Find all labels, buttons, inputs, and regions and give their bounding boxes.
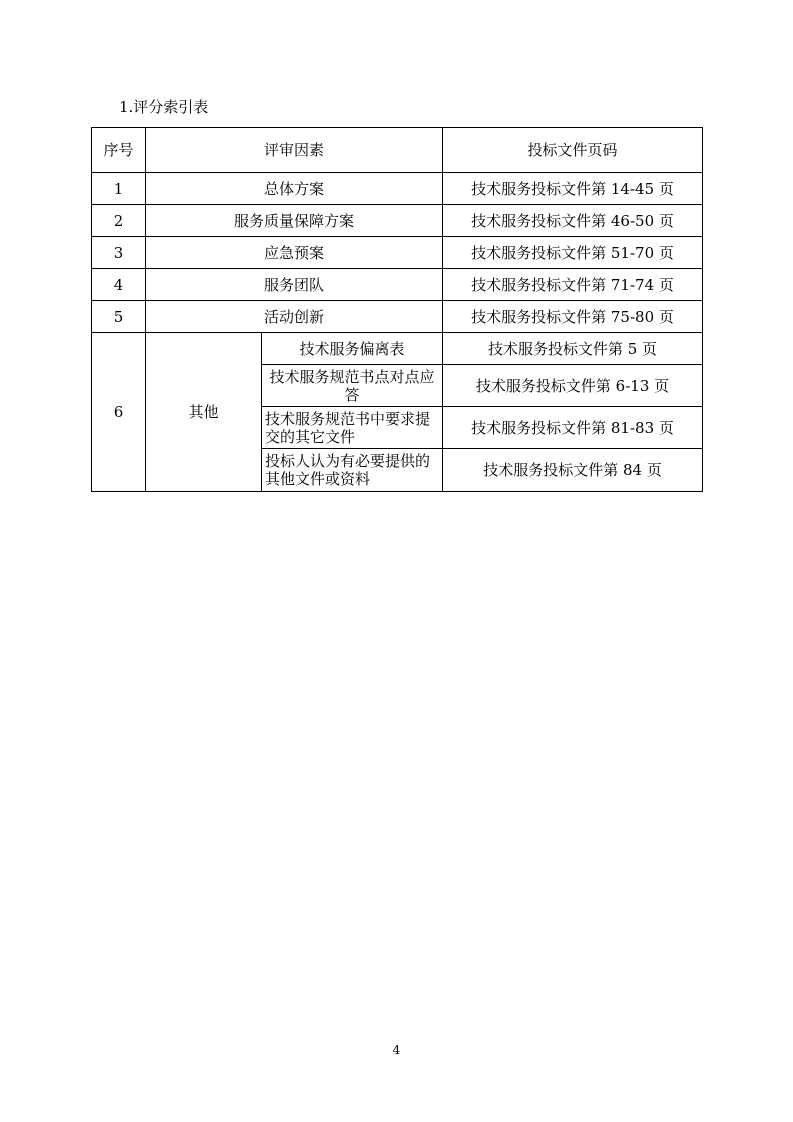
row-factor: 总体方案: [146, 173, 443, 205]
row-factor: 服务质量保障方案: [146, 205, 443, 237]
sub-factor: [262, 365, 443, 407]
sub-page: 技术服务投标文件第 84 页: [443, 449, 703, 492]
group-factor: 其他: [146, 333, 262, 492]
group-seq: 6: [92, 333, 146, 492]
row-factor: 活动创新: [146, 301, 443, 333]
score-index-table: [91, 127, 703, 492]
sub-factor-text: 技术服务规范书中要求提交的其它文件: [265, 409, 431, 446]
header-factor: 评审因素: [146, 128, 443, 173]
table-row: [92, 237, 703, 269]
page-number: 4: [392, 1043, 401, 1057]
row-factor: 应急预案: [146, 237, 443, 269]
row-seq: 3: [92, 237, 146, 269]
table-row: [92, 269, 703, 301]
table-header-row: [92, 128, 703, 173]
sub-factor-text: 技术服务规范书点对点应答: [269, 367, 435, 404]
sub-factor-text: 技术服务偏离表: [299, 339, 405, 358]
table-row: [92, 205, 703, 237]
row-seq: 2: [92, 205, 146, 237]
table-row: [92, 333, 703, 365]
row-page: 技术服务投标文件第 71-74 页: [443, 269, 703, 301]
sub-page: 技术服务投标文件第 6-13 页: [443, 365, 703, 407]
sub-factor: [262, 407, 443, 449]
sub-factor: [262, 449, 443, 492]
row-page: 技术服务投标文件第 46-50 页: [443, 205, 703, 237]
table-row: [92, 301, 703, 333]
row-factor: 服务团队: [146, 269, 443, 301]
sub-factor-text: 投标人认为有必要提供的其他文件或资料: [265, 452, 431, 488]
header-page: 投标文件页码: [443, 128, 703, 173]
row-seq: 4: [92, 269, 146, 301]
row-page: 技术服务投标文件第 51-70 页: [443, 237, 703, 269]
row-seq: 5: [92, 301, 146, 333]
sub-page: 技术服务投标文件第 81-83 页: [443, 407, 703, 449]
sub-page: 技术服务投标文件第 5 页: [443, 333, 703, 365]
row-page: 技术服务投标文件第 75-80 页: [443, 301, 703, 333]
table-row: [92, 173, 703, 205]
row-seq: 1: [92, 173, 146, 205]
header-seq: 序号: [92, 128, 146, 173]
sub-factor: [262, 333, 443, 365]
section-title: 1.评分索引表: [119, 98, 209, 116]
row-page: 技术服务投标文件第 14-45 页: [443, 173, 703, 205]
